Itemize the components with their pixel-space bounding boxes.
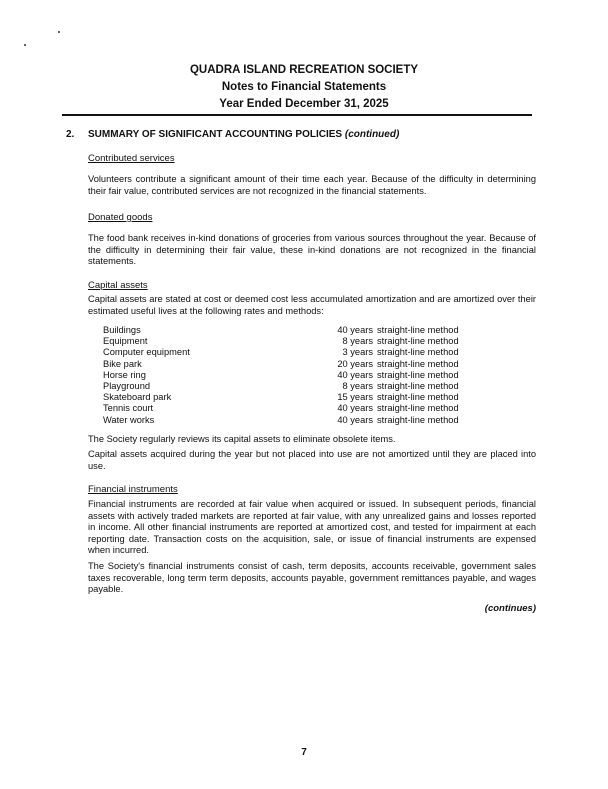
organization-name: QUADRA ISLAND RECREATION SOCIETY xyxy=(189,64,419,76)
asset-method: straight-line method xyxy=(377,336,459,347)
asset-row xyxy=(103,415,513,427)
asset-row xyxy=(103,403,513,415)
asset-row xyxy=(103,392,513,404)
asset-life: 8 years xyxy=(342,336,373,347)
asset-life: 3 years xyxy=(342,347,373,358)
capital-review-text: The Society regularly reviews its capital assets to eliminate obsolete items. xyxy=(88,434,396,444)
financial-instruments-p2: The Society's financial instruments consist of cash, term deposits, accounts receivable, government sales taxes recoverable, long term term deposits, accounts payable, government remittances payable, and wages payable. xyxy=(88,561,536,595)
asset-method: straight-line method xyxy=(377,325,459,335)
asset-life: 40 years xyxy=(337,369,373,380)
asset-name: Buildings xyxy=(103,325,141,335)
asset-method: straight-line method xyxy=(377,414,459,425)
asset-life: 40 years xyxy=(337,403,373,414)
asset-method: straight-line method xyxy=(377,369,459,380)
asset-name: Water works xyxy=(103,414,155,425)
asset-row xyxy=(103,336,513,348)
asset-method: straight-line method xyxy=(377,358,459,369)
section-title xyxy=(88,129,399,140)
donated-goods-heading: Donated goods xyxy=(88,212,153,223)
asset-life: 8 years xyxy=(342,381,373,391)
asset-method: straight-line method xyxy=(377,403,459,414)
capital-not-in-use-text: Capital assets acquired during the year but not placed into use are not amortized until they are placed into use. xyxy=(88,449,536,471)
financial-instruments-heading: Financial instruments xyxy=(88,484,178,495)
page-number: 7 xyxy=(301,747,307,758)
continues-note: (continues) xyxy=(484,603,536,614)
asset-name: Tennis court xyxy=(103,403,154,414)
header-rule xyxy=(62,114,532,116)
asset-method: straight-line method xyxy=(377,381,459,391)
asset-life: 40 years xyxy=(337,325,373,335)
asset-name: Equipment xyxy=(103,336,148,347)
section-title-text: SUMMARY OF SIGNIFICANT ACCOUNTING POLICIES xyxy=(88,129,343,140)
asset-name: Bike park xyxy=(103,358,142,369)
asset-name: Horse ring xyxy=(103,369,146,380)
donated-goods-text: The food bank receives in-kind donations of groceries from various sources throughout the year. Because of the difficulty in determining their fair value, these in-kind donations are not recognized in the financial statements. xyxy=(88,233,536,267)
asset-row xyxy=(103,370,513,382)
asset-method: straight-line method xyxy=(377,392,459,403)
asset-row xyxy=(103,381,513,393)
asset-name: Computer equipment xyxy=(103,347,190,358)
section-title-suffix: (continued) xyxy=(344,129,400,140)
asset-name: Playground xyxy=(103,381,151,391)
financial-instruments-p1: Financial instruments are recorded at fair value when acquired or issued. In subsequent periods, financial assets with actively traded markets are reported at fair value, with any unrealized gains and losses reported in income. All other financial instruments are reported at amortized cost, and tested for impairment at each reporting date. Transaction costs on the acquisition, sale, or issue of financial instruments are expensed when incurred. xyxy=(88,499,536,556)
contributed-services-heading: Contributed services xyxy=(88,153,175,164)
document-title: Notes to Financial Statements xyxy=(221,81,387,93)
asset-row xyxy=(103,347,513,359)
capital-assets-intro: Capital assets are stated at cost or deemed cost less accumulated amortization and are amortized over their estimated useful lives at the following rates and methods: xyxy=(88,294,536,316)
asset-life: 40 years xyxy=(337,414,373,425)
asset-life: 20 years xyxy=(337,358,373,369)
capital-assets-heading: Capital assets xyxy=(88,280,148,291)
asset-life: 15 years xyxy=(337,392,373,403)
scan-speck xyxy=(58,31,60,33)
asset-name: Skateboard park xyxy=(103,392,172,403)
contributed-services-text: Volunteers contribute a significant amount of their time each year. Because of the difficulty in determining their fair value, contributed services are not recognized in the financial statements. xyxy=(88,174,536,196)
asset-row xyxy=(103,325,513,337)
section-number: 2. xyxy=(66,129,75,140)
period-title: Year Ended December 31, 2025 xyxy=(219,98,389,110)
asset-row xyxy=(103,359,513,371)
scan-speck xyxy=(24,44,26,46)
asset-method: straight-line method xyxy=(377,347,459,358)
